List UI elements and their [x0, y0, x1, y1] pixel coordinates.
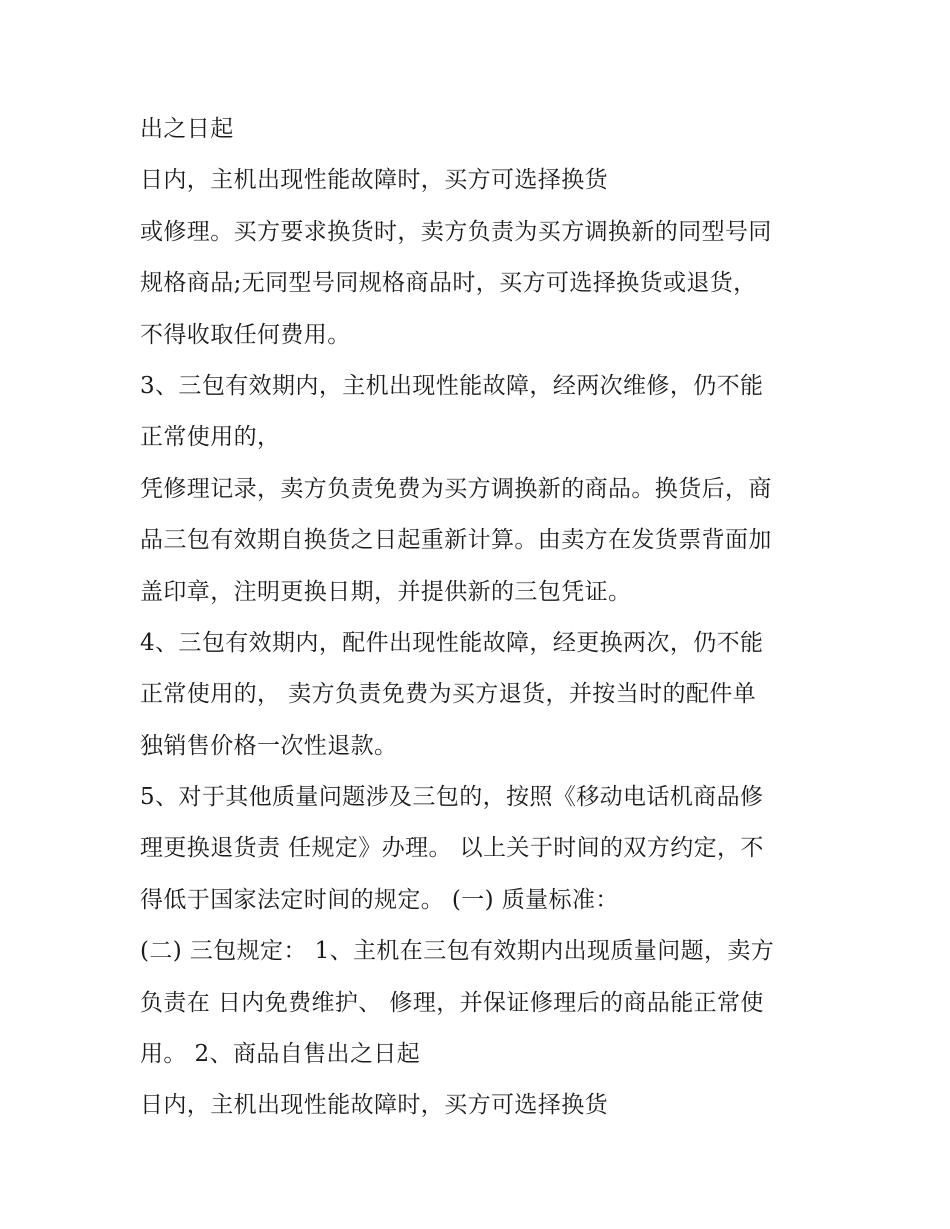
text-line: 正常使用的， 卖方负责免费为买方退货，并按当时的配件单 — [140, 681, 757, 708]
document-body — [140, 104, 830, 1132]
text-line: 凭修理记录，卖方负责免费为买方调换新的商品。换货后，商 — [140, 475, 772, 502]
text-line: 3、三包有效期内，主机出现性能故障，经两次维修，仍不能 — [140, 372, 764, 399]
text-line: 盖印章，注明更换日期，并提供新的三包凭证。 — [140, 578, 632, 605]
text-line: (二) 三包规定： 1、主机在三包有效期内出现质量问题，卖方 — [140, 938, 775, 965]
text-line: 规格商品;无同型号同规格商品时，买方可选择换货或退货， — [140, 270, 757, 297]
text-line: 日内，主机出现性能故障时，买方可选择换货 — [140, 167, 608, 194]
text-line: 正常使用的， — [140, 424, 281, 451]
text-line: 不得收取任何费用。 — [140, 321, 351, 348]
text-line: 品三包有效期自换货之日起重新计算。由卖方在发货票背面加 — [140, 527, 772, 554]
text-line: 得低于国家法定时间的规定。 (一) 质量标准： — [140, 886, 619, 913]
text-line: 理更换退货责 任规定》办理。 以上关于时间的双方约定，不 — [140, 835, 764, 862]
text-line: 独销售价格一次性退款。 — [140, 732, 398, 759]
text-line: 5、对于其他质量问题涉及三包的，按照《移动电话机商品修 — [140, 784, 764, 811]
text-line: 日内，主机出现性能故障时，买方可选择换货 — [140, 1092, 608, 1119]
text-line: 负责在 日内免费维护、 修理，并保证修理后的商品能正常使 — [140, 989, 764, 1016]
text-line: 出之日起 — [140, 116, 234, 142]
text-line: 或修理。买方要求换货时，卖方负责为买方调换新的同型号同 — [140, 218, 772, 245]
text-line: 用。 2、商品自售出之日起 — [140, 1041, 421, 1068]
text-line: 4、三包有效期内，配件出现性能故障，经更换两次，仍不能 — [140, 629, 764, 656]
